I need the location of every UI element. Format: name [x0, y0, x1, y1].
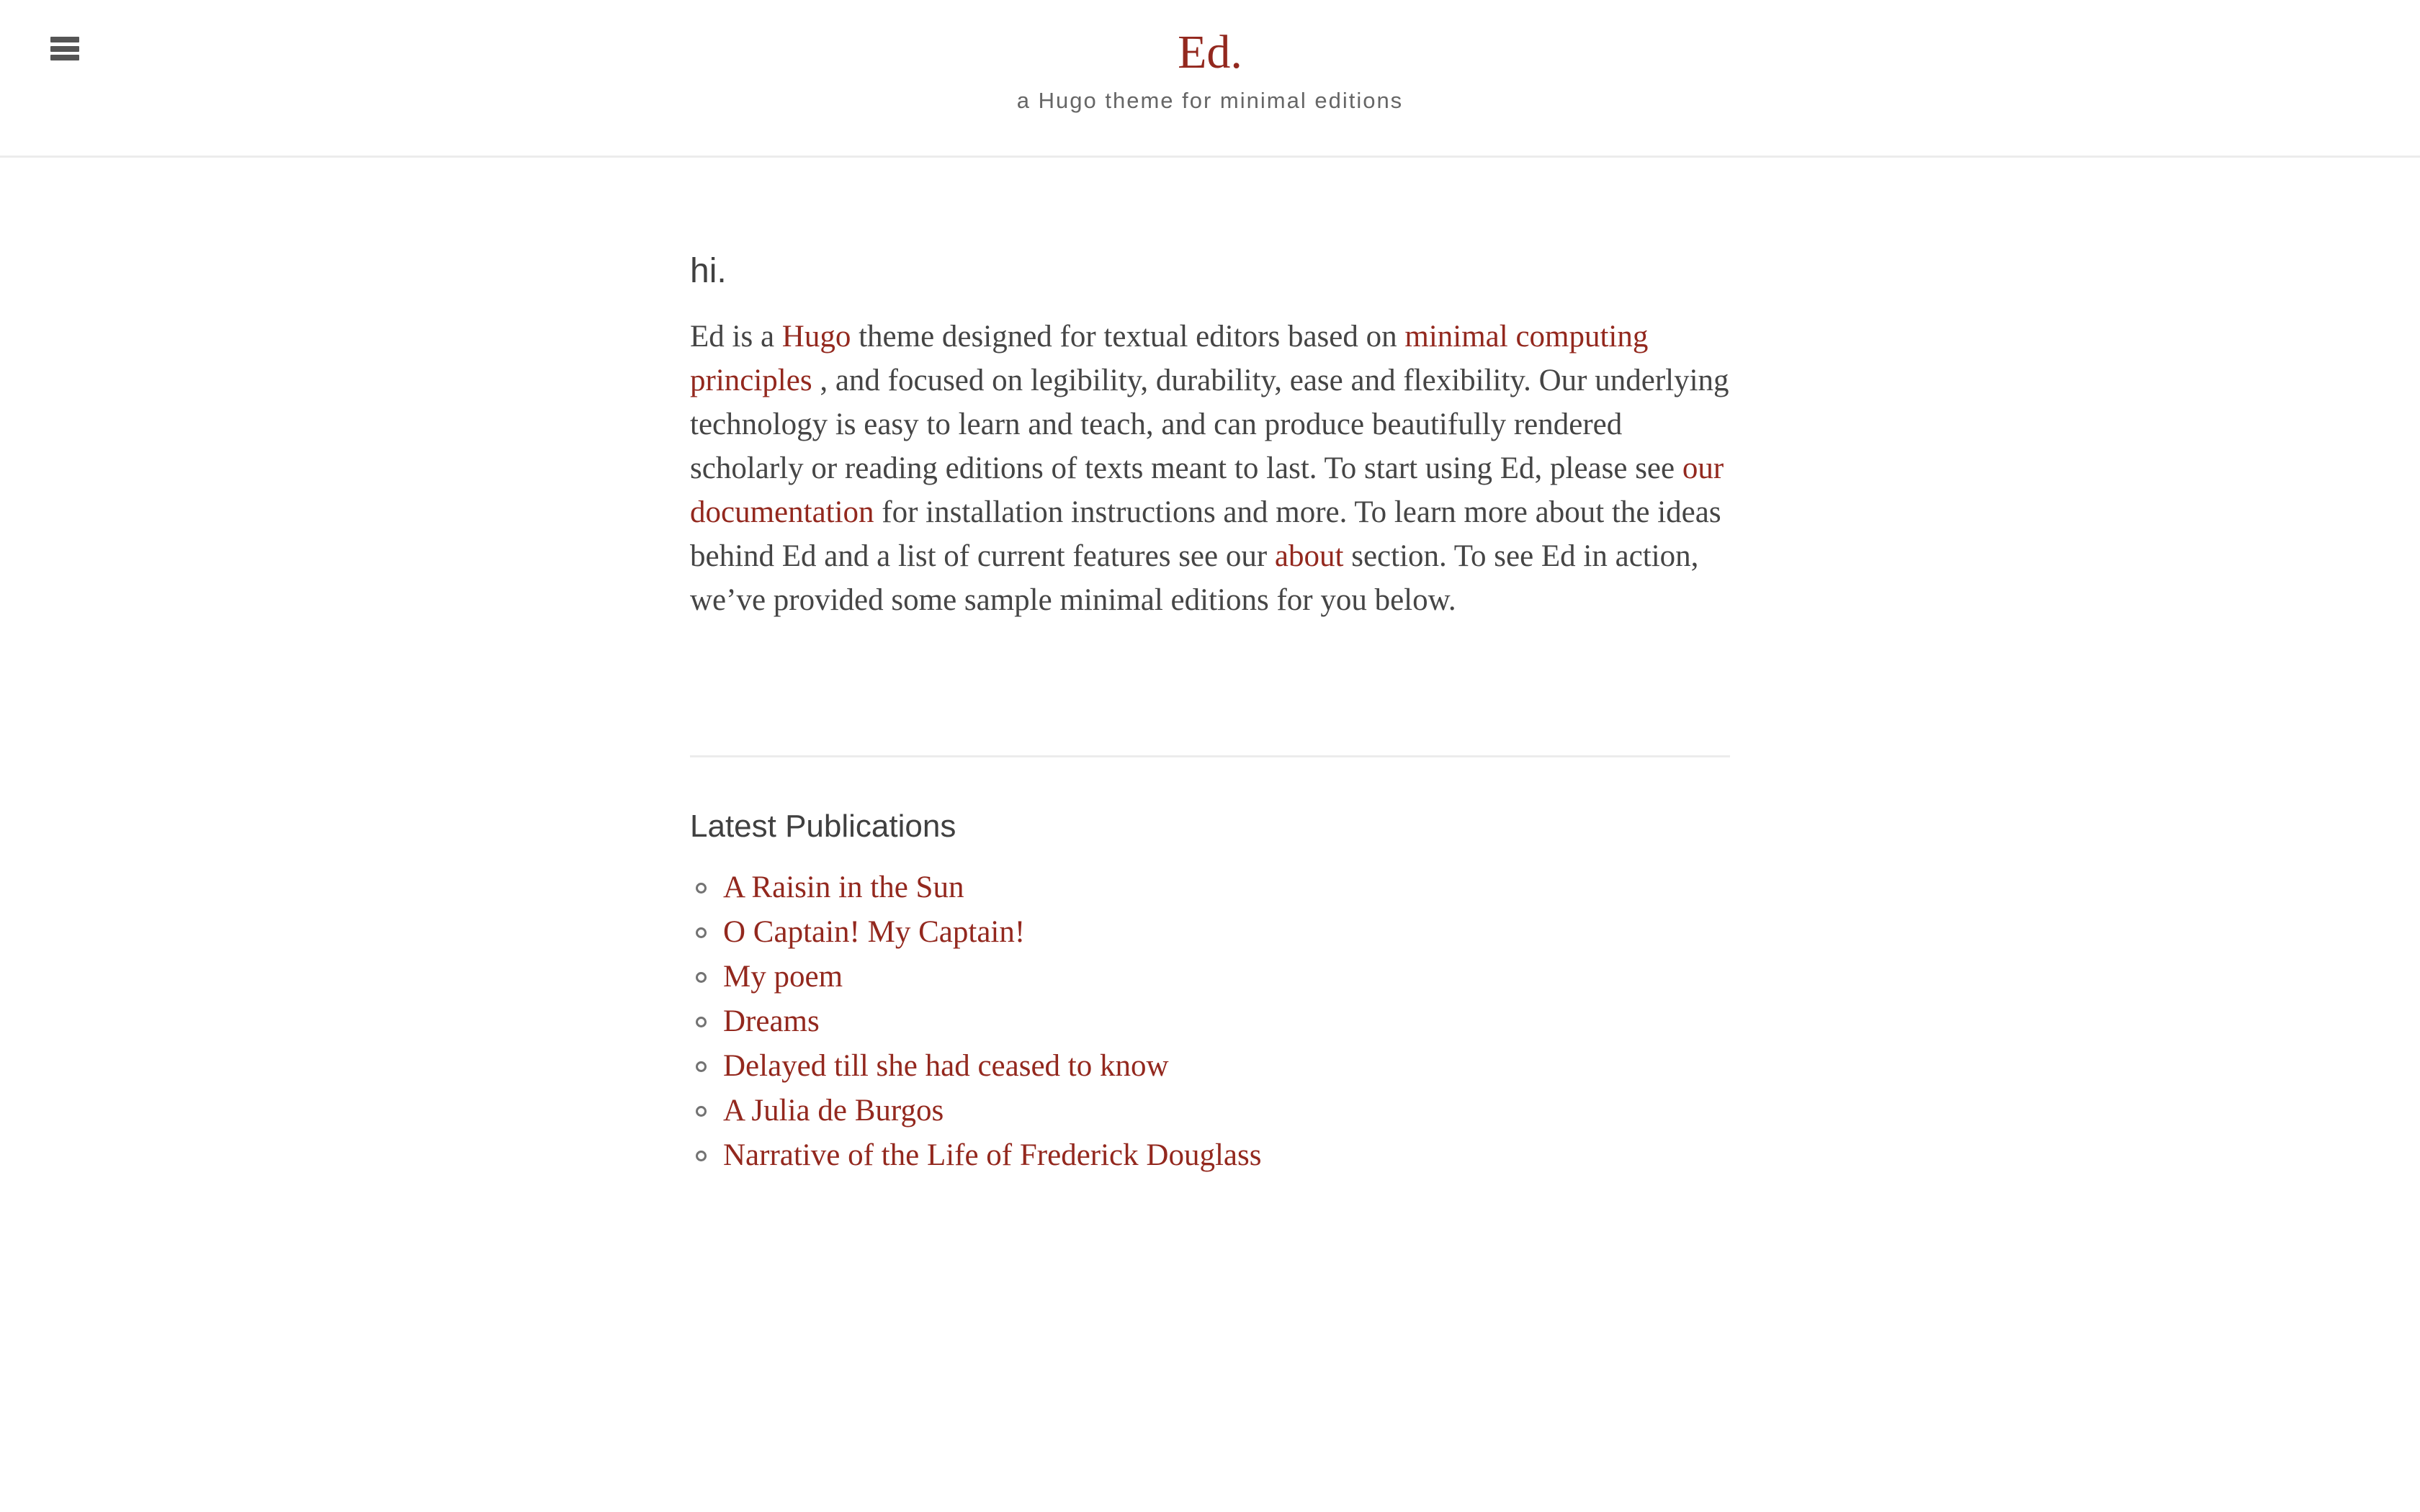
intro-text: for installation instructions and more. To learn more about the ideas behind Ed and a list of current features see our [690, 495, 1721, 573]
site-header [0, 0, 2420, 158]
page-title: hi. [690, 252, 727, 290]
list-item [723, 865, 1730, 910]
publication-link[interactable]: Narrative of the Life of Frederick Douglass [723, 1138, 1262, 1172]
intro-text: , and focused on legibility, durability, ease and flexibility. Our underlying technology is easy to learn and teach, and can produce beautifully rendered scholarly or reading editions of texts meant to last. To start using Ed, please see [690, 364, 1729, 485]
list-item [723, 1133, 1730, 1178]
intro-text: Ed is a [690, 320, 782, 354]
main-content [690, 158, 1730, 1466]
hamburger-bar [50, 37, 79, 42]
site-subtitle: a Hugo theme for minimal editions [1016, 88, 1404, 113]
publication-link[interactable]: A Raisin in the Sun [723, 870, 964, 904]
section-divider [690, 755, 1730, 757]
inline-link[interactable]: our documentation [690, 451, 1724, 529]
publication-link[interactable]: Dreams [723, 1004, 820, 1038]
inline-link[interactable]: Hugo [781, 320, 851, 354]
list-item [723, 999, 1730, 1044]
hamburger-bar [50, 55, 79, 60]
publications-list [690, 865, 1730, 1178]
site-title[interactable]: Ed. [1178, 26, 1242, 78]
hamburger-icon[interactable] [50, 37, 79, 60]
list-item [723, 955, 1730, 999]
intro-text: section. To see Ed in action, we’ve provided some sample minimal editions for you below. [690, 539, 1699, 617]
list-item [723, 1089, 1730, 1133]
publications-heading: Latest Publications [690, 809, 956, 844]
publication-link[interactable]: Delayed till she had ceased to know [723, 1049, 1169, 1083]
publication-link[interactable]: O Captain! My Captain! [723, 915, 1026, 949]
list-item [723, 1044, 1730, 1089]
intro-paragraph [690, 315, 1730, 622]
publication-link[interactable]: My poem [723, 960, 843, 994]
intro-text: theme designed for textual editors based on [851, 320, 1405, 354]
inline-link[interactable]: about [1274, 539, 1344, 573]
hamburger-bar [50, 46, 79, 52]
inline-link[interactable]: minimal computing principles [690, 320, 1649, 397]
list-item [723, 910, 1730, 955]
publication-link[interactable]: A Julia de Burgos [723, 1094, 944, 1128]
